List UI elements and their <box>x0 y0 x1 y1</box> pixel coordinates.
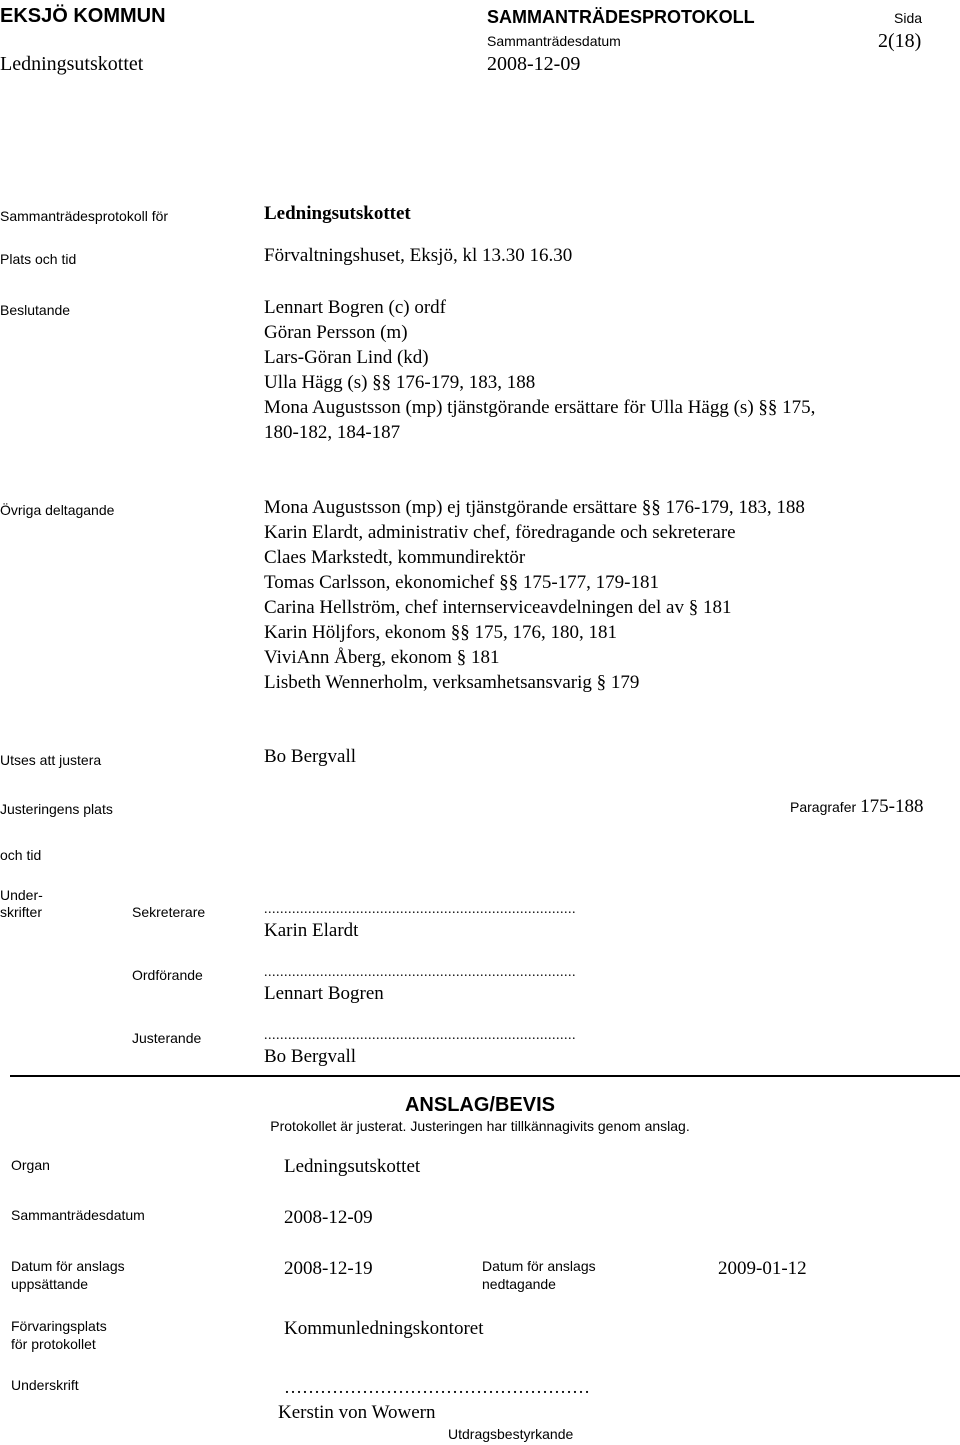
divider <box>10 1075 960 1077</box>
posted-date: 2008-12-19 <box>284 1258 373 1279</box>
header-date-label: Sammanträdesdatum <box>487 33 621 49</box>
page-label: Sida <box>894 10 923 26</box>
other-participant: Lisbeth Wennerholm, verksamhetsansvarig § 179 <box>264 672 640 693</box>
place-value: Förvaltningshuset, Eksjö, kl 13.30 16.30 <box>264 245 573 266</box>
removed-date: 2009-01-12 <box>718 1258 807 1279</box>
organ-value: Ledningsutskottet <box>284 1156 421 1177</box>
signatures-label-line1: Under- <box>0 887 43 903</box>
secretary-name: Karin Elardt <box>264 920 359 941</box>
deciding-label: Beslutande <box>0 302 71 318</box>
chair-signature-line: .............................................................................. <box>264 965 576 980</box>
signature-label: Underskrift <box>11 1377 79 1393</box>
deciding-member: Göran Persson (m) <box>264 322 408 343</box>
storage-label-line1: Förvaringsplats <box>11 1318 107 1334</box>
organ-label: Organ <box>11 1157 50 1173</box>
storage-value: Kommunledningskontoret <box>284 1318 484 1339</box>
protocol-for-label: Sammanträdesprotokoll för <box>0 208 169 224</box>
paragraphs-value: 175-188 <box>860 796 924 817</box>
posted-label <box>11 1257 125 1293</box>
removed-label-line1: Datum för anslags <box>482 1258 596 1274</box>
org-name: EKSJÖ KOMMUN <box>0 5 166 27</box>
others-label: Övriga deltagande <box>0 502 115 518</box>
notice-date-value: 2008-12-09 <box>284 1207 373 1228</box>
storage-label-line2: för protokollet <box>11 1336 96 1352</box>
storage-label <box>11 1317 107 1353</box>
adjuster-signature-line: .............................................................................. <box>264 1028 576 1043</box>
secretary-role: Sekreterare <box>132 904 206 920</box>
others-list <box>264 495 805 695</box>
chair-name: Lennart Bogren <box>264 983 384 1004</box>
paragraphs <box>790 796 923 818</box>
adjuster-role: Justerande <box>132 1030 202 1046</box>
place-label: Plats och tid <box>0 251 77 267</box>
removed-label <box>482 1257 596 1293</box>
other-participant: Carina Hellström, chef internserviceavdelningen del av § 181 <box>264 597 732 618</box>
secretary-signature-line: .............................................................................. <box>264 902 576 917</box>
adjuster-value: Bo Bergvall <box>264 746 357 767</box>
page-number: 2(18) <box>878 30 922 52</box>
document-type: SAMMANTRÄDESPROTOKOLL <box>487 7 755 27</box>
paragraphs-label: Paragrafer <box>790 799 857 815</box>
posted-label-line2: uppsättande <box>11 1276 89 1292</box>
notice-title: ANSLAG/BEVIS <box>404 1094 556 1116</box>
adjuster-label: Utses att justera <box>0 752 102 768</box>
posted-label-line1: Datum för anslags <box>11 1258 125 1274</box>
signer-role: Utdragsbestyrkande <box>448 1426 574 1442</box>
other-participant: Mona Augustsson (mp) ej tjänstgörande ersättare §§ 176-179, 183, 188 <box>264 497 805 518</box>
notice-date-label: Sammanträdesdatum <box>11 1207 145 1223</box>
deciding-member: Mona Augustsson (mp) tjänstgörande ersättare för Ulla Hägg (s) §§ 175, <box>264 397 816 418</box>
signer-name: Kerstin von Wowern <box>278 1402 436 1423</box>
deciding-member: 180-182, 184-187 <box>264 422 401 443</box>
header-date: 2008-12-09 <box>487 53 581 75</box>
other-participant: Tomas Carlsson, ekonomichef §§ 175-177, 179-181 <box>264 572 659 593</box>
notice-subtitle: Protokollet är justerat. Justeringen har tillkännagivits genom anslag. <box>270 1118 690 1134</box>
protocol-for-value: Ledningsutskottet <box>264 203 411 224</box>
deciding-list <box>264 295 815 445</box>
signature-dots: …………………………………………… <box>284 1377 590 1397</box>
other-participant: ViviAnn Åberg, ekonom § 181 <box>264 647 500 668</box>
deciding-member: Lars-Göran Lind (kd) <box>264 347 429 368</box>
other-participant: Karin Höljfors, ekonom §§ 175, 176, 180, 181 <box>264 622 618 643</box>
header-committee: Ledningsutskottet <box>0 53 144 75</box>
deciding-member: Lennart Bogren (c) ordf <box>264 297 447 318</box>
removed-label-line2: nedtagande <box>482 1276 556 1292</box>
signatures-label <box>0 887 43 921</box>
deciding-member: Ulla Hägg (s) §§ 176-179, 183, 188 <box>264 372 536 393</box>
adjust-place-label: Justeringens plats <box>0 801 113 817</box>
chair-role: Ordförande <box>132 967 203 983</box>
other-participant: Claes Markstedt, kommundirektör <box>264 547 526 568</box>
signatures-label-line2: skrifter <box>0 904 42 920</box>
other-participant: Karin Elardt, administrativ chef, föredragande och sekreterare <box>264 522 736 543</box>
adjuster-name: Bo Bergvall <box>264 1046 357 1067</box>
and-time-label: och tid <box>0 847 42 863</box>
